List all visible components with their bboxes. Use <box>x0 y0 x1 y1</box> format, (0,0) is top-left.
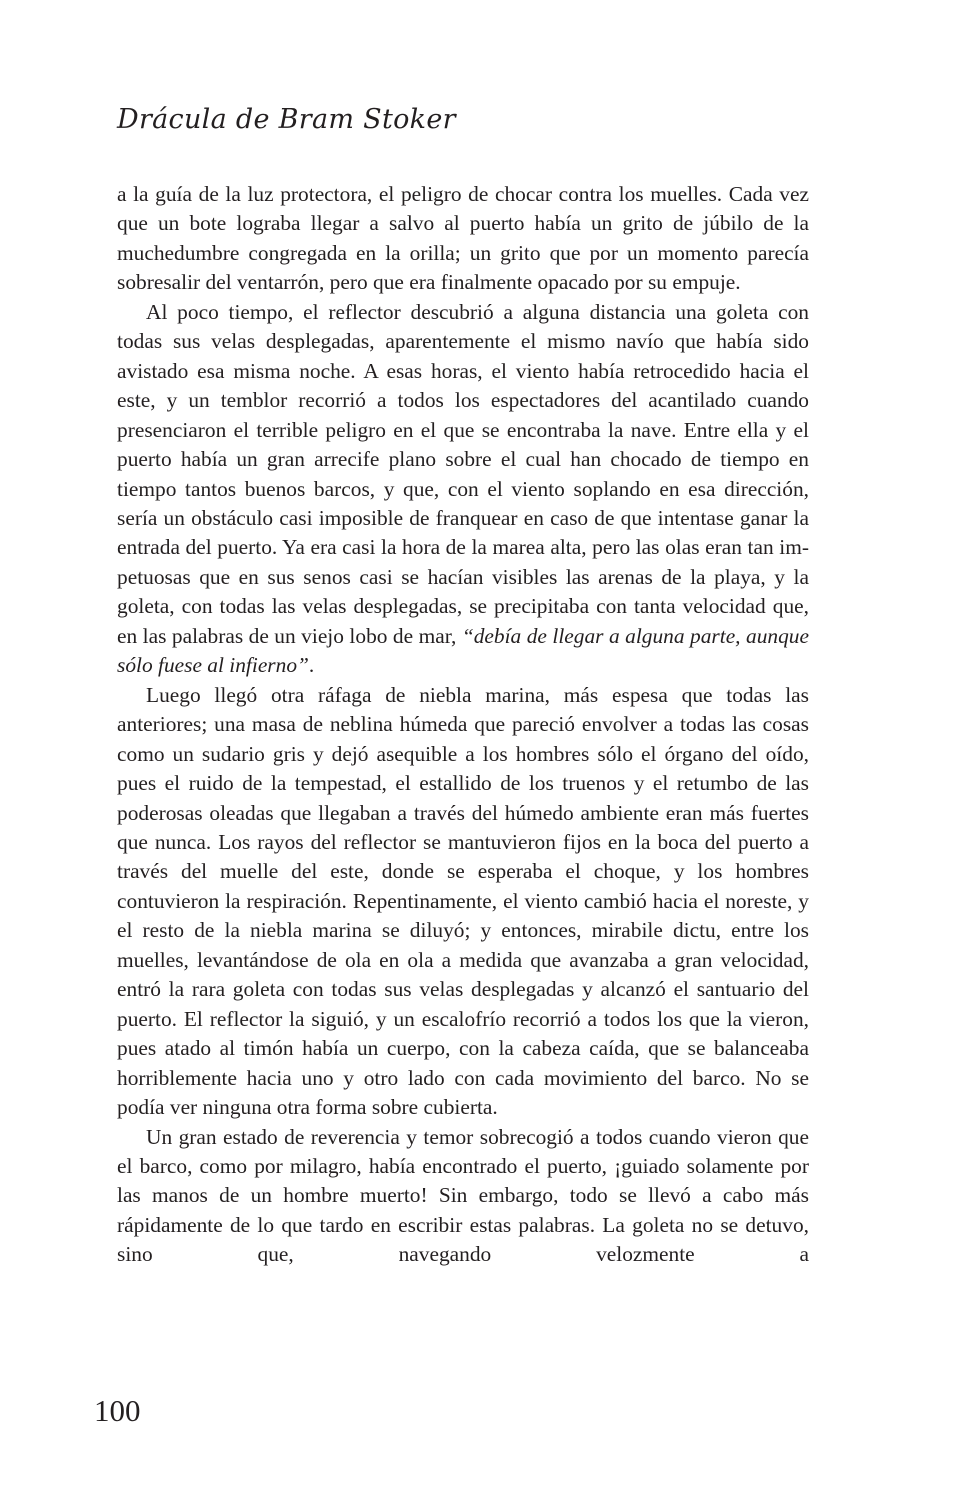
page-body <box>117 180 809 1270</box>
paragraph-2-text: Al poco tiempo, el reflector descubrió a alguna distancia una goleta con todas sus velas desplegadas, aparentemente el mismo navío que había sido avistado esa misma noche. A esas horas, el viento había retrocedido hacia el este, y un temblor recorrió a todos los espectadores del acantilado cuando presenciaron el terrible peligro en el que se encontraba la nave. Entre ella y el puerto había un gran arrecife plano sobre el cual han chocado de tiempo en tiempo tantos buenos barcos, y que, con el viento soplando en esa dirección, sería un obstáculo casi imposible de franquear en caso de que intentase ganar la entrada del puerto. Ya era casi la hora de la marea alta, pero las olas eran tan impetuosas que en sus senos casi se hacían visibles las arenas de la playa, y la goleta, con todas las velas desplegadas, se precipitaba con tanta velocidad que, en las palabras de un viejo lobo de mar, <box>117 299 809 648</box>
running-header: Drácula de Bram Stoker <box>117 104 456 135</box>
paragraph-1: a la guía de la luz protectora, el peligro de chocar contra los muelles. Cada vez que un bote lograba llegar a salvo al puerto había un grito de júbilo de la muchedumbre congregada en la orilla; un grito que por un momento parecía sobresalir del ventarrón, pero que era finalmente opacado por su empuje. <box>117 182 809 295</box>
sailor-quote: “debía de llegar a alguna parte, aunque sólo fuese al infierno” <box>117 623 809 678</box>
paragraph-2 <box>117 298 809 681</box>
paragraph-3: Luego llegó otra ráfaga de niebla marina, más espesa que todas las anteriores; una masa de neblina húmeda que pareció envolver a todas las cosas como un sudario gris y dejó asequible a los hombres sólo el órgano del oído, pues el ruido de la tempestad, el estallido de los truenos y el retumbo de las poderosas oleadas que llegaban a través del húmedo ambiente eran más fuertes que nunca. Los rayos del reflector se mantuvieron fijos en la boca del puerto a través del muelle del este, donde se esperaba el choque, y los hombres contuvieron la respiración. Repentinamente, el viento cambió hacia el noreste, y el resto de la niebla marina se diluyó; y entonces, mirabile dictu, entre los muelles, levantándose de ola en ola a medida que avanzaba a gran velocidad, entró la rara goleta con todas sus velas desplegadas y alcanzó el santuario del puerto. El reflector la siguió, y un escalofrío recorrió a todos los que la vieron, pues atado al timón había un cuerpo, con la cabeza caída, que se balanceaba horriblemente hacia uno y otro lado con cada movimiento del barco. No se podía ver ninguna otra forma sobre cubierta. <box>117 682 809 1120</box>
paragraph-4: Un gran estado de reverencia y temor sobrecogió a todos cuando vieron que el barco, como por milagro, había encontrado el puerto, ¡guiado solamente por las manos de un hombre muerto! Sin embargo, todo se llevó a cabo más rápidamente de lo que tardo en escribir estas palabras. La goleta no se detuvo, sino que, navegando velozmente a <box>117 1124 809 1267</box>
page-number: 100 <box>94 1393 141 1428</box>
paragraph-2-end: . <box>308 653 315 678</box>
